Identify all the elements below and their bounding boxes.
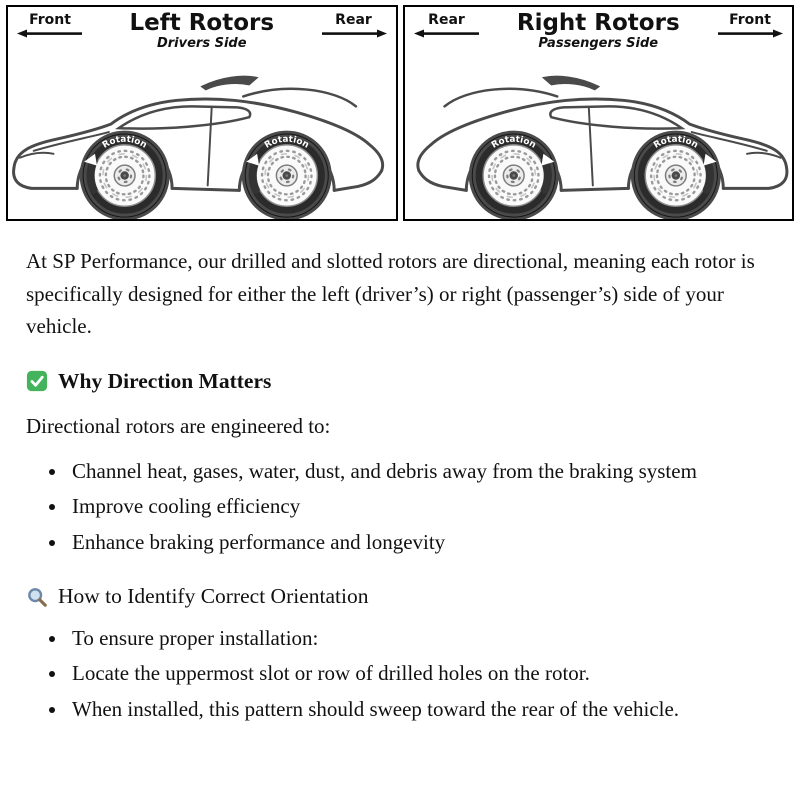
left-rotors-panel xyxy=(6,5,398,221)
rotation-label: Rotation xyxy=(489,134,538,151)
list-item: • Locate the uppermost slot or row of drilled holes on the rotor. xyxy=(68,657,774,690)
arrow-left-icon xyxy=(17,29,83,38)
heading-text: How to Identify Correct Orientation xyxy=(58,584,369,609)
arrow-right-icon xyxy=(321,29,387,38)
heading-text: Why Direction Matters xyxy=(58,368,272,393)
why-bullet-list xyxy=(26,455,774,559)
list-item: • Enhance braking performance and longevity xyxy=(68,526,774,559)
right-panel-header xyxy=(405,7,793,51)
panel-title: Right Rotors xyxy=(516,10,680,36)
why-direction-matters-heading xyxy=(26,365,774,398)
front-direction-label xyxy=(14,11,86,38)
rear-label: Rear xyxy=(335,12,372,28)
article-body xyxy=(0,223,800,765)
list-item: • When installed, this pattern should sweep toward the rear of the vehicle. xyxy=(68,693,774,726)
front-direction-label xyxy=(714,11,786,38)
identify-orientation-heading xyxy=(26,580,774,613)
magnifier-icon xyxy=(26,586,48,608)
left-car-illustration xyxy=(8,51,396,219)
right-car-illustration xyxy=(405,51,793,219)
list-item: • Improve cooling efficiency xyxy=(68,490,774,523)
rear-label: Rear xyxy=(428,12,465,28)
list-item: • Channel heat, gases, water, dust, and debris away from the braking system xyxy=(68,455,774,488)
panel-title: Left Rotors xyxy=(129,10,275,36)
rear-direction-label xyxy=(411,11,483,38)
right-rotors-panel xyxy=(403,5,795,221)
why-lead: Directional rotors are engineered to: xyxy=(26,414,331,439)
list-item: • To ensure proper installation: xyxy=(68,622,774,655)
arrow-left-icon xyxy=(414,29,480,38)
intro-paragraph: At SP Performance, our drilled and slotted rotors are directional, meaning each rotor is specifically designed for either the left (driver’s) or right (passenger’s) side of your vehicle. xyxy=(26,249,755,339)
arrow-right-icon xyxy=(717,29,783,38)
front-label: Front xyxy=(29,12,71,28)
rotor-direction-diagram xyxy=(0,0,800,223)
panel-subtitle: Drivers Side xyxy=(156,36,247,52)
rotation-label: Rotation xyxy=(651,134,700,151)
front-label: Front xyxy=(729,12,771,28)
right-panel-titles xyxy=(483,11,715,51)
rotation-label: Rotation xyxy=(263,134,311,151)
panel-subtitle: Passengers Side xyxy=(538,36,659,52)
orientation-bullet-list xyxy=(26,622,774,726)
left-panel-titles xyxy=(86,11,318,51)
left-panel-header xyxy=(8,7,396,51)
rotation-label: Rotation xyxy=(100,134,149,151)
rear-direction-label xyxy=(318,11,390,38)
check-square-icon xyxy=(26,370,48,392)
